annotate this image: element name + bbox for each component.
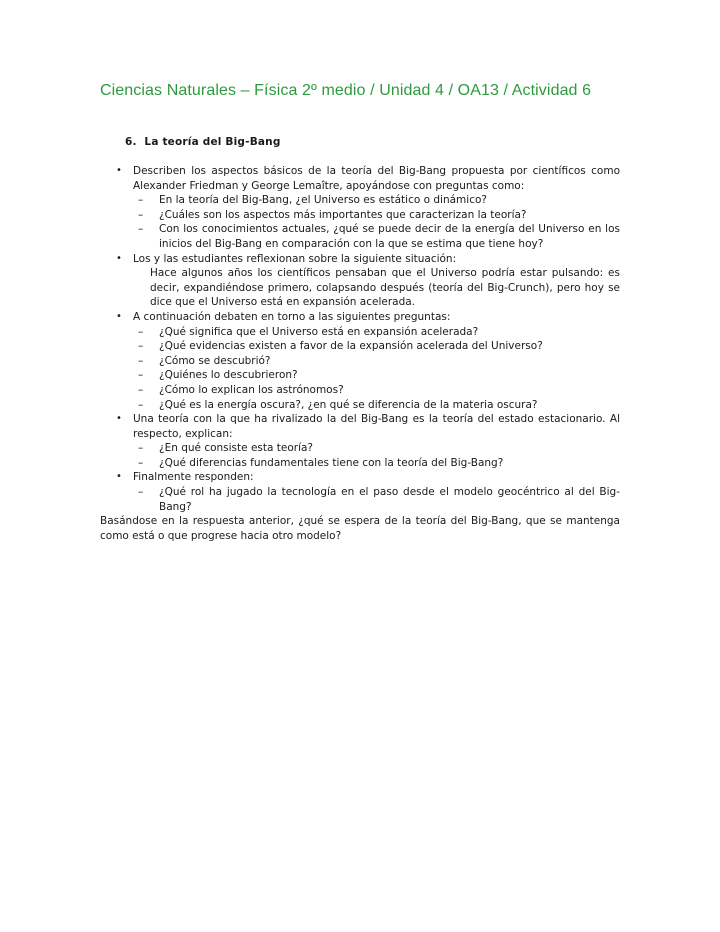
sub-question: – ¿Cómo lo explican los astrónomos?: [100, 383, 620, 398]
sub-question: – ¿Qué evidencias existen a favor de la expansión acelerada del Universo?: [100, 339, 620, 354]
sub-question: – ¿En qué consiste esta teoría?: [100, 441, 620, 456]
sub-question: – ¿Qué diferencias fundamentales tiene con la teoría del Big-Bang?: [100, 456, 620, 471]
list-item: [100, 252, 620, 267]
section-heading: [125, 136, 620, 148]
bullet-text: • Finalmente responden:: [133, 471, 254, 484]
bullet-text: • A continuación debaten en torno a las siguientes preguntas:: [133, 310, 451, 323]
sub-question: – ¿Cuáles son los aspectos más importantes que caracterizan la teoría?: [100, 208, 620, 223]
list-item: [100, 470, 620, 485]
list-item: [100, 412, 620, 441]
bullet-text: • Una teoría con la que ha rivalizado la del Big-Bang es la teoría del estado estacionario. Al respecto, explican:: [133, 413, 620, 440]
bullet-text: • Los y las estudiantes reflexionan sobre la siguiente situación:: [133, 252, 457, 265]
list-item: [100, 310, 620, 325]
sub-question: – Con los conocimientos actuales, ¿qué se puede decir de la energía del Universo en los inicios del Big-Bang en comparación con la que se estima que tiene hoy?: [100, 222, 620, 251]
situation-quote: Hace algunos años los científicos pensaban que el Universo podría estar pulsando: es decir, expandiéndose primero, colapsando después (teoría del Big-Crunch), pero hoy se dice que el Universo está en expansión acelerada.: [150, 267, 620, 309]
section-number: 6.: [125, 136, 137, 148]
bullet-text: • Describen los aspectos básicos de la teoría del Big-Bang propuesta por científicos como Alexander Friedman y George Lemaître, apoyándose con preguntas como:: [133, 165, 620, 192]
sub-question: – ¿Quiénes lo descubrieron?: [100, 368, 620, 383]
activity-body: [100, 136, 620, 543]
sub-question: – ¿Cómo se descubrió?: [100, 354, 620, 369]
sub-question: – ¿Qué rol ha jugado la tecnología en el paso desde el modelo geocéntrico al del Big-Bang?: [100, 485, 620, 514]
section-title: La teoría del Big-Bang: [144, 136, 281, 148]
closing-paragraph: Basándose en la respuesta anterior, ¿qué se espera de la teoría del Big-Bang, que se mantenga como está o que progrese hacia otro modelo?: [100, 515, 620, 542]
page-header-title: Ciencias Naturales – Física 2º medio / Unidad 4 / OA13 / Actividad 6: [100, 82, 592, 99]
sub-question: – ¿Qué significa que el Universo está en expansión acelerada?: [100, 325, 620, 340]
sub-question: – En la teoría del Big-Bang, ¿el Universo es estático o dinámico?: [100, 193, 620, 208]
list-item: [100, 164, 620, 193]
sub-question: – ¿Qué es la energía oscura?, ¿en qué se diferencia de la materia oscura?: [100, 398, 620, 413]
